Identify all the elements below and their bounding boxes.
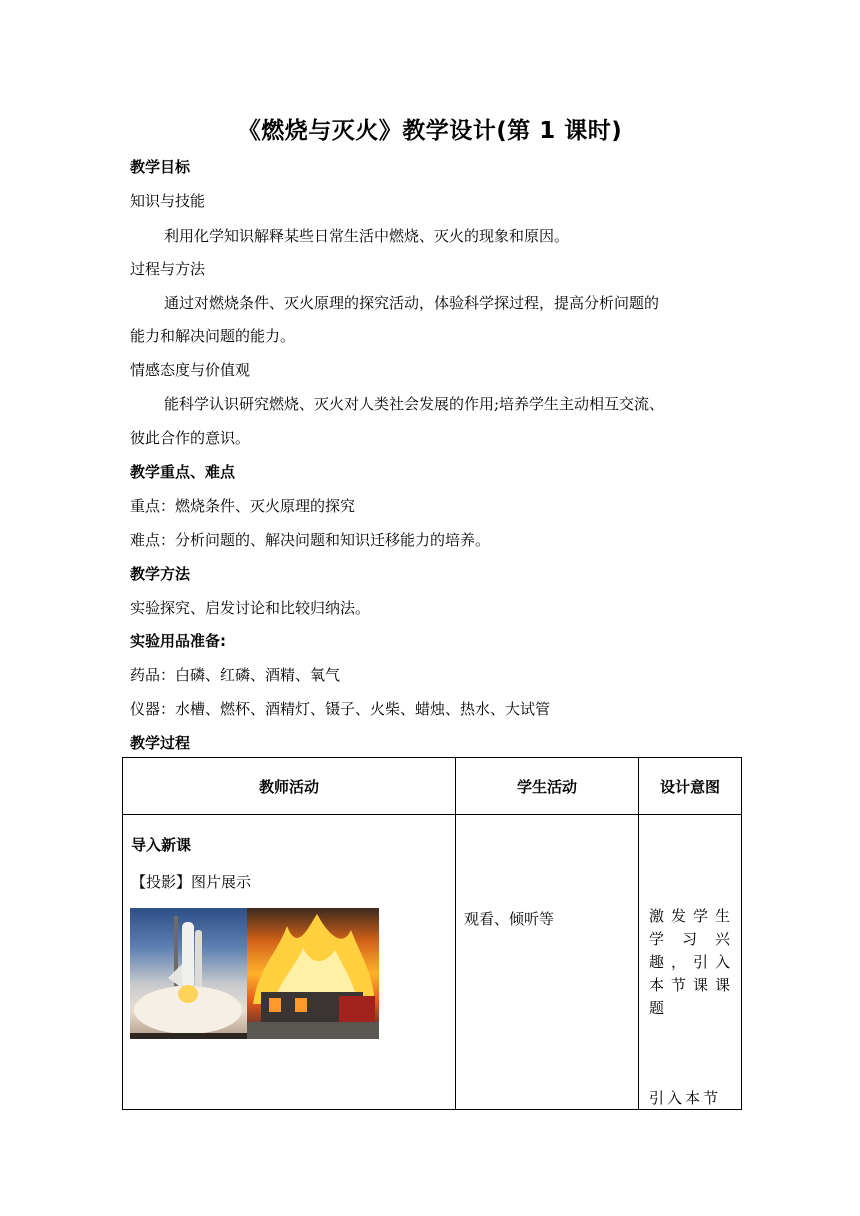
teacher-activity-cell bbox=[123, 815, 456, 1110]
header-teacher-activity: 教师活动 bbox=[123, 758, 456, 815]
attitude-text-line-1: 能科学认识研究燃烧、灭火对人类社会发展的作用;培养学生主动相互交流、 bbox=[164, 395, 665, 413]
design-intent-cell bbox=[639, 815, 742, 1110]
design-intent-text-2: 引入本节 bbox=[649, 1089, 722, 1107]
projection-label: 【投影】图片展示 bbox=[131, 873, 252, 891]
goals-heading: 教学目标 bbox=[130, 158, 191, 176]
rocket-launch-image bbox=[130, 908, 247, 1039]
process-table-heading: 教学过程 bbox=[130, 734, 191, 752]
lesson-intro-title: 导入新课 bbox=[131, 836, 192, 854]
student-activity-cell bbox=[456, 815, 639, 1110]
materials-heading: 实验用品准备: bbox=[130, 632, 226, 650]
table-row bbox=[123, 815, 742, 1110]
method-heading: 教学方法 bbox=[130, 565, 191, 583]
attitude-text-line-2: 彼此合作的意识。 bbox=[130, 429, 251, 447]
keypoints-heading: 教学重点、难点 bbox=[130, 463, 236, 481]
teaching-process-table bbox=[122, 757, 742, 1110]
knowledge-text: 利用化学知识解释某些日常生活中燃烧、灭火的现象和原因。 bbox=[164, 227, 570, 245]
method-text: 实验探究、启发讨论和比较归纳法。 bbox=[130, 599, 371, 617]
design-intent-text: 激发学生学习兴趣，引入本节课课题 bbox=[649, 907, 733, 1017]
document-title: 《燃烧与灭火》教学设计(第 1 课时) bbox=[237, 118, 623, 144]
process-heading: 过程与方法 bbox=[130, 260, 206, 278]
process-text-line-1: 通过对燃烧条件、灭火原理的探究活动，体验科学探过程，提高分析问题的 bbox=[164, 294, 660, 312]
header-design-intent: 设计意图 bbox=[639, 758, 742, 815]
header-student-activity: 学生活动 bbox=[456, 758, 639, 815]
attitude-heading: 情感态度与价值观 bbox=[130, 361, 251, 379]
table-header-row bbox=[123, 758, 742, 815]
student-activity-text: 观看、倾听等 bbox=[464, 910, 555, 928]
chemicals-text: 药品：白磷、红磷、酒精、氧气 bbox=[130, 666, 341, 684]
difficulty-text: 难点：分析问题的、解决问题和知识迁移能力的培养。 bbox=[130, 531, 491, 549]
process-text-line-2: 能力和解决问题的能力。 bbox=[130, 327, 296, 345]
knowledge-heading: 知识与技能 bbox=[130, 192, 206, 210]
house-fire-image bbox=[247, 908, 379, 1039]
keypoint-text: 重点：燃烧条件、灭火原理的探究 bbox=[130, 497, 356, 515]
instruments-text: 仪器：水槽、燃杯、酒精灯、镊子、火柴、蜡烛、热水、大试管 bbox=[130, 700, 551, 718]
